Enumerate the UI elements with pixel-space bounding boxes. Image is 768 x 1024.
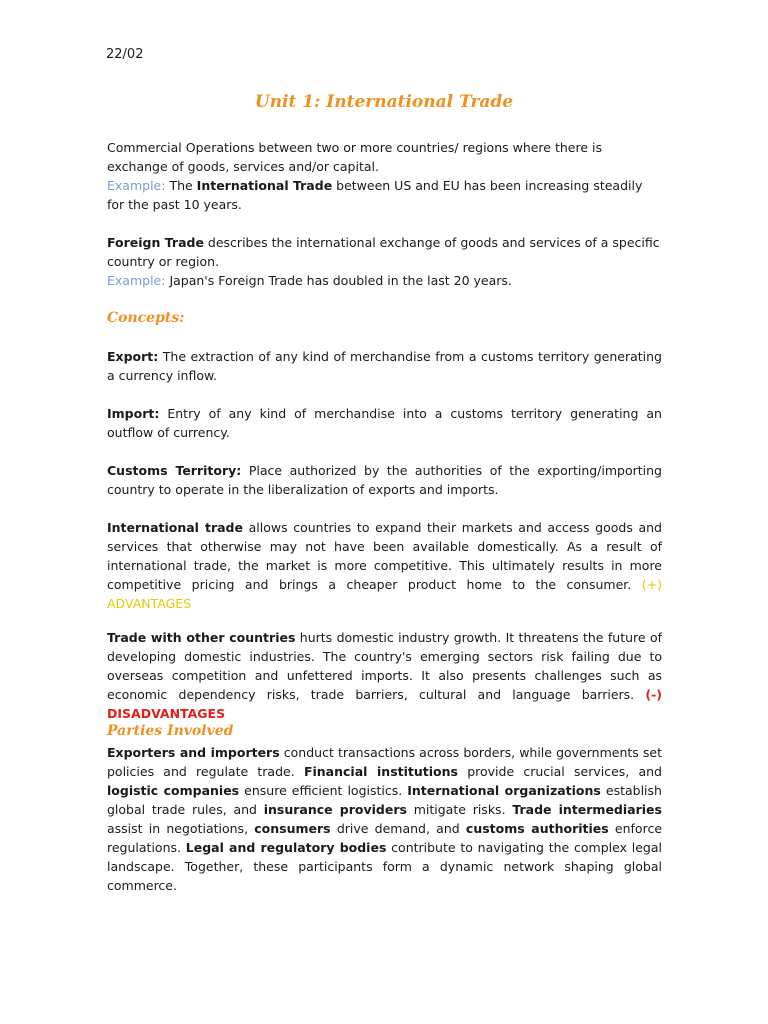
example2-text: Japan's Foreign Trade has doubled in the last 20 years. bbox=[169, 273, 512, 288]
example-term: International Trade bbox=[196, 178, 333, 193]
party-text-8: enforce regulations. bbox=[107, 821, 663, 855]
party-term-1: Exporters and importers bbox=[107, 745, 280, 760]
advantages-paragraph bbox=[107, 518, 662, 613]
party-text-1: conduct transactions across borders, while governments set policies and regulate trade. bbox=[107, 745, 662, 779]
definition-paragraph bbox=[107, 138, 662, 214]
customs-territory-text: Place authorized by the authorities of the exporting/importing country to operate in the liberalization of exports and imports. bbox=[107, 463, 662, 497]
export-paragraph bbox=[107, 347, 662, 385]
disadvantages-term: Trade with other countries bbox=[107, 630, 296, 645]
date-label: 22/02 bbox=[106, 47, 144, 62]
advantages-tag: (+) ADVANTAGES bbox=[107, 577, 662, 611]
party-term-4: International organizations bbox=[407, 783, 601, 798]
foreign-trade-paragraph bbox=[107, 233, 662, 290]
party-text-6: assist in negotiations, bbox=[107, 821, 249, 836]
disadvantages-tag: (-) DISADVANTAGES bbox=[107, 687, 662, 721]
definition-text: Commercial Operations between two or more countries/ regions where there is exchange of goods, services and/or capital. bbox=[107, 140, 602, 174]
export-term: Export: bbox=[107, 349, 159, 364]
advantages-term: International trade bbox=[107, 520, 243, 535]
disadvantages-text: hurts domestic industry growth. It threatens the future of developing domestic industries. The country's emerging sectors risk failing due to overseas competition and unfettered imports. It also presents challenges such as economic dependency risks, trade barriers, cultural and language barriers. bbox=[107, 630, 663, 702]
party-text-3: ensure efficient logistics. bbox=[244, 783, 403, 798]
party-term-8: customs authorities bbox=[465, 821, 609, 836]
import-paragraph bbox=[107, 404, 662, 442]
foreign-trade-term: Foreign Trade bbox=[107, 235, 204, 250]
concepts-heading: Concepts: bbox=[107, 310, 185, 326]
customs-territory-term: Customs Territory: bbox=[107, 463, 242, 478]
party-text-2: provide crucial services, and bbox=[467, 764, 662, 779]
import-text: Entry of any kind of merchandise into a customs territory generating an outflow of currency. bbox=[107, 406, 662, 440]
import-term: Import: bbox=[107, 406, 160, 421]
party-term-7: consumers bbox=[254, 821, 331, 836]
parties-paragraph bbox=[107, 743, 662, 895]
party-term-3: logistic companies bbox=[107, 783, 240, 798]
example-label: Example: bbox=[107, 178, 166, 193]
party-term-5: insurance providers bbox=[263, 802, 407, 817]
parties-heading: Parties Involved bbox=[107, 723, 234, 739]
party-text-9: contribute to navigating the complex legal landscape. Together, these participants form a dynamic network shaping global commerce. bbox=[107, 840, 662, 893]
export-text: The extraction of any kind of merchandise from a customs territory generating a currency inflow. bbox=[107, 349, 662, 383]
page-title: Unit 1: International Trade bbox=[254, 92, 514, 112]
example-label-2: Example: bbox=[107, 273, 166, 288]
party-text-4: establish global trade rules, and bbox=[107, 783, 662, 817]
party-term-6: Trade intermediaries bbox=[512, 802, 662, 817]
party-text-7: drive demand, and bbox=[336, 821, 460, 836]
foreign-trade-text: describes the international exchange of goods and services of a specific country or region. bbox=[107, 235, 660, 269]
customs-territory-paragraph bbox=[107, 461, 662, 499]
party-text-5: mitigate risks. bbox=[413, 802, 506, 817]
example-text-pre: The bbox=[169, 178, 193, 193]
party-term-2: Financial institutions bbox=[303, 764, 458, 779]
advantages-text: allows countries to expand their markets and access goods and services that otherwise may not have been available domestically. As a result of international trade, the market is more competitive. This ultimately results in more competitive pricing and brings a cheaper product home to the consumer. bbox=[107, 520, 662, 592]
disadvantages-paragraph bbox=[107, 628, 662, 723]
party-term-9: Legal and regulatory bodies bbox=[185, 840, 387, 855]
example-text-post: between US and EU has been increasing steadily for the past 10 years. bbox=[107, 178, 643, 212]
